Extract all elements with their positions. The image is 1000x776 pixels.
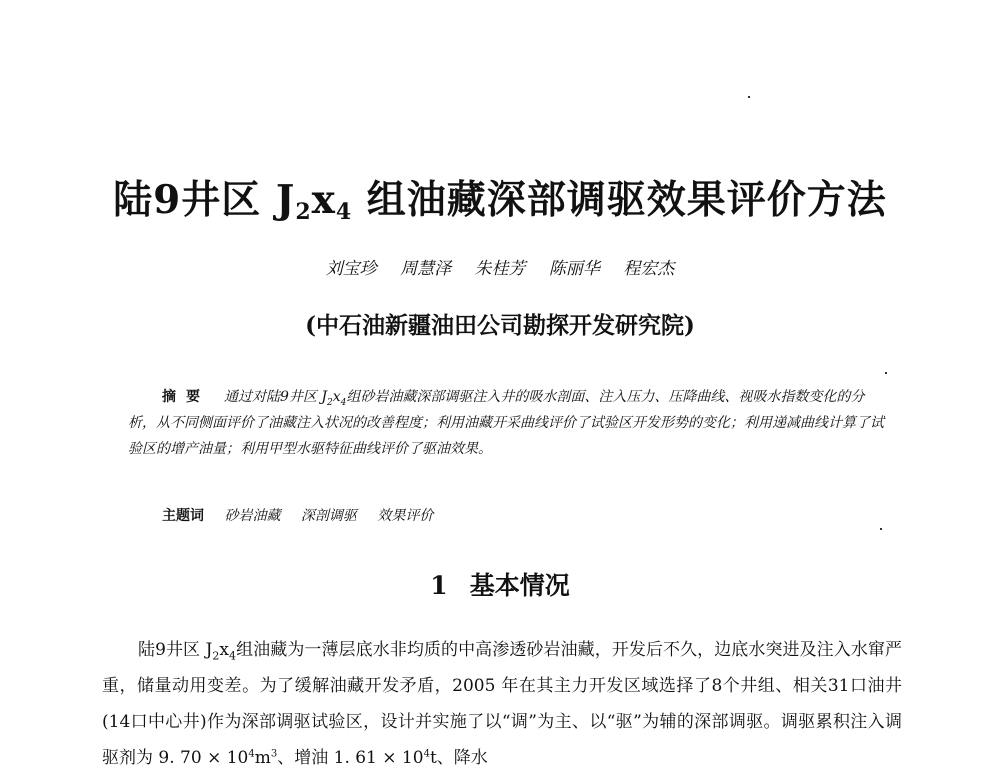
section-number: 1 <box>430 571 448 600</box>
body-text: 、增油 1. 61 × 10 <box>277 748 424 768</box>
author-list <box>0 254 1000 279</box>
body-subscript: 2 <box>212 649 220 663</box>
body-superscript: 3 <box>270 748 278 760</box>
abstract <box>128 384 888 462</box>
keyword: 深剖调驱 <box>300 508 357 524</box>
abstract-subscript-2: 4 <box>340 397 347 408</box>
scan-speck <box>880 528 882 530</box>
keyword: 砂岩油藏 <box>224 508 281 524</box>
body-superscript: 4 <box>248 748 255 760</box>
abstract-label: 摘要 <box>162 389 210 405</box>
scan-speck <box>885 372 887 374</box>
keywords <box>162 505 449 525</box>
body-subscript: 4 <box>229 649 237 663</box>
affiliation: (中石油新疆油田公司勘探开发研究院) <box>305 312 695 339</box>
author-name: 周慧泽 <box>400 259 452 279</box>
title-text-mid: x <box>311 177 336 223</box>
author-name: 刘宝珍 <box>325 259 377 279</box>
abstract-subscript-1: 2 <box>326 397 333 408</box>
paper-title <box>0 172 1000 228</box>
title-subscript-1: 2 <box>295 199 312 225</box>
author-name: 程宏杰 <box>623 259 675 279</box>
title-text-post: 组油藏深部调驱效果评价方法 <box>352 177 887 223</box>
author-name: 陈丽华 <box>548 259 600 279</box>
keyword: 效果评价 <box>377 508 434 524</box>
author-name: 朱桂芳 <box>474 259 526 279</box>
body-text: t、降水 <box>429 748 488 768</box>
scan-speck <box>748 96 750 98</box>
section-title: 基本情况 <box>469 571 570 600</box>
abstract-text-mid: x <box>332 389 341 405</box>
body-paragraph <box>102 632 902 776</box>
body-text: m <box>254 748 271 768</box>
abstract-text-pre: 通过对陆9井区 J <box>224 389 327 405</box>
section-heading <box>0 566 1000 602</box>
body-text: 陆9井区 J <box>138 640 213 660</box>
body-text: x <box>219 640 230 660</box>
title-text-pre: 陆9井区 J <box>113 177 296 223</box>
title-subscript-2: 4 <box>335 199 353 225</box>
body-superscript: 4 <box>423 748 430 760</box>
keywords-label: 主题词 <box>162 508 204 524</box>
body-text: 组油藏为一薄层底水非均质的中高渗透砂岩油藏，开发后不久，边底水突进及注入水窜严重，储量动用变差。为了缓解油藏开发矛盾，2005 年在其主力开发区域选择了8个井组、相关31口油井(14口中心井)作为深部调驱试验区，设计并实施了以“调”为主、以“驱”为辅的深部调驱。调驱累积注入调驱剂为 9. 70 × 10 <box>102 640 902 768</box>
abstract-text-post: 组砂岩油藏深部调驱注入井的吸水剖面、注入压力、压降曲线、视吸水指数变化的分析，从不同侧面评价了油藏注入状况的改善程度；利用油藏开采曲线评价了试验区开发形势的变化；利用递减曲线计算了试验区的增产油量；利用甲型水驱特征曲线评价了驱油效果。 <box>128 389 884 457</box>
